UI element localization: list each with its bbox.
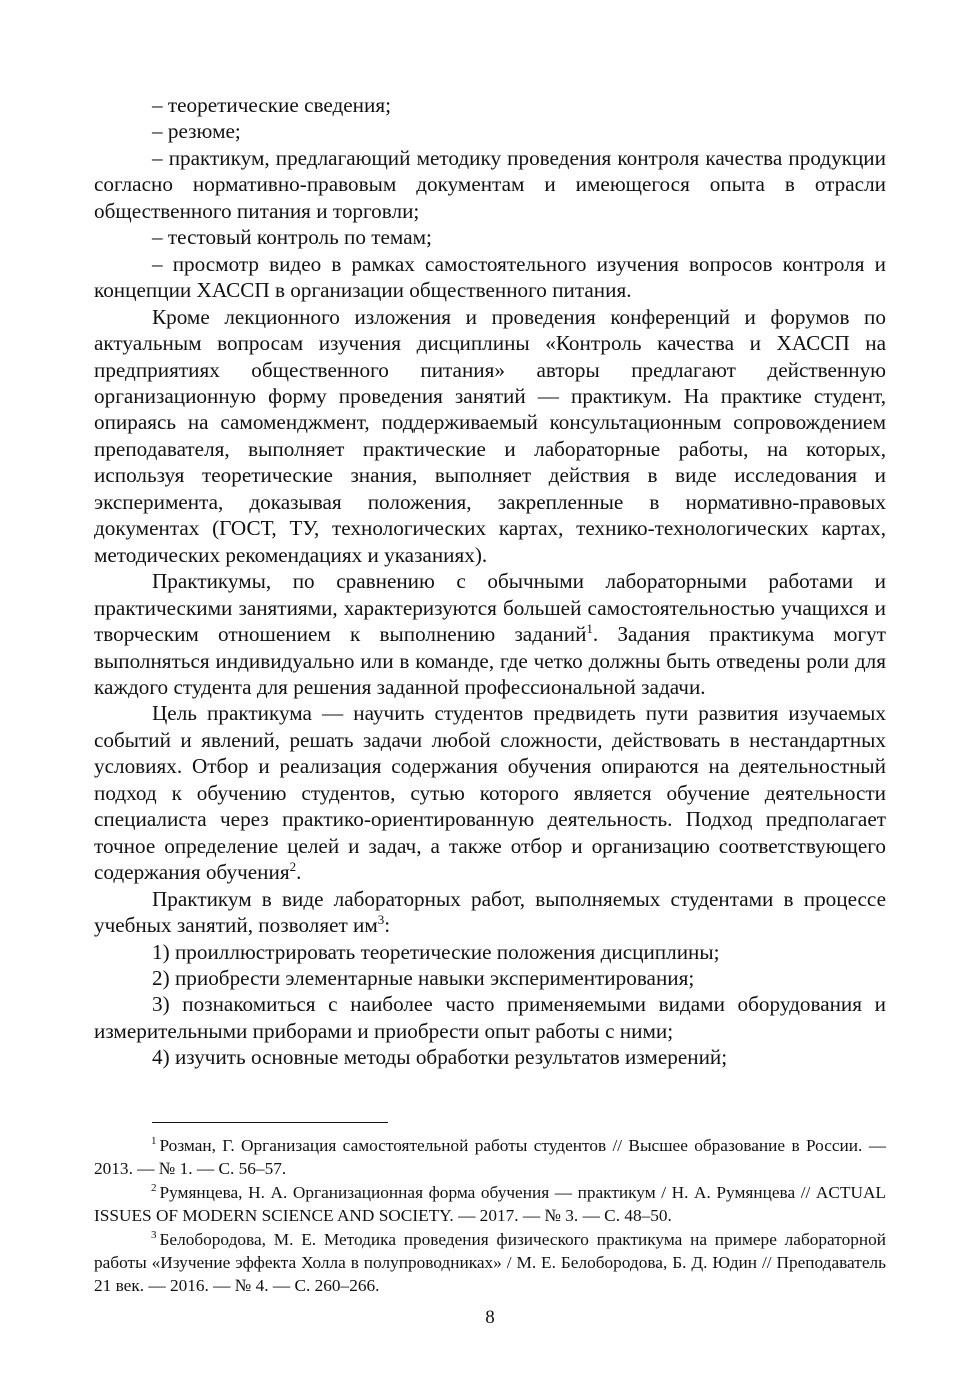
paragraph-lab-text-2: : xyxy=(384,913,391,938)
paragraph-lectures: Кроме лекционного изложения и проведения конференций и форумов по актуальным вопросам изучения дисциплины «Контроль качества и ХАССП на предприятиях общественного питания» авторы предлагают действенную организационную форму проведения занятий — практикум. На практике студент, опираясь на самоменджмент, поддерживаемый консультационным сопровождением преподавателя, выполняет практические и лабораторные работы, на которых, используя теоретические знания, выполняет действия в виде исследования и эксперимента, доказывая положения, закрепленные в нормативно-правовых документах (ГОСТ, ТУ, технологических картах, технико-технологических картах, методических рекомендациях и указаниях). xyxy=(94,304,886,567)
paragraph-practicums-text-2: . Задания практикума могут выполняться индивидуально или в команде, где четко должны быть отведены роли для каждого студента для решения заданной профессиональной задачи. xyxy=(94,622,886,699)
numbered-item-3: 3) познакомиться с наиболее часто применяемыми видами оборудования и измерительными приборами и приобрести опыт работы с ними; xyxy=(94,992,886,1043)
footnote-text-1: Розман, Г. Организация самостоятельной работы студентов // Высшее образование в России. — 2013. — № 1. — С. 56–57. xyxy=(94,1136,886,1179)
page-body xyxy=(94,92,886,1071)
footnote-ref-1: 1 xyxy=(586,621,593,637)
footnote-mark-2: 2 xyxy=(151,1181,157,1194)
footnote-mark-3: 3 xyxy=(151,1228,157,1241)
paragraph-goal xyxy=(94,700,886,885)
footnote-2 xyxy=(94,1181,886,1228)
list-item-practicum: – практикум, предлагающий методику проведения контроля качества продукции согласно нормативно-правовым документам и имеющегося опыта в отрасли общественного питания и торговли; xyxy=(94,145,886,223)
paragraph-lab xyxy=(94,886,886,939)
footnote-ref-2: 2 xyxy=(289,859,297,875)
paragraph-practicums-text-1: Практикумы, по сравнению с обычными лабораторными работами и практическими занятиями, характеризуются большей самостоятельностью учащихся и творческим отношением к выполнению заданий xyxy=(94,569,886,647)
footnote-ref-3: 3 xyxy=(377,912,385,928)
footnotes xyxy=(94,1134,886,1298)
paragraph-goal-text-1: Цель практикума — научить студентов предвидеть пути развития изучаемых событий и явлений, решать задачи любой сложности, действовать в нестандартных условиях. Отбор и реализация содержания обучения опираются на деятельностный подход к обучению студентов, сутью которого является обучение деятельности специалиста через практико-ориентированную деятельность. Подход предполагает точное определение целей и задач, а также отбор и организацию соответствующего содержания обучения xyxy=(94,701,886,885)
numbered-item-2: 2) приобрести элементарные навыки экспериментирования; xyxy=(152,965,695,990)
footnote-mark-1: 1 xyxy=(151,1135,157,1147)
page-number: 8 xyxy=(485,1307,495,1328)
footnote-text-2: Румянцева, Н. А. Организационная форма обучения — практикум / Н. А. Румянцева // ACTUAL ISSUES OF MODERN SCIENCE AND SOCIETY. — 2017. — № 3. — С. 48–50. xyxy=(94,1182,886,1226)
body-text xyxy=(94,92,886,1071)
footnote-1 xyxy=(94,1134,886,1181)
numbered-item-1: 1) проиллюстрировать теоретические положения дисциплины; xyxy=(152,939,720,964)
footnote-text-3: Белобородова, М. Е. Методика проведения физического практикума на примере лабораторной работы «Изучение эффекта Холла в полупроводниках» / М. Е. Белобородова, Б. Д. Юдин // Преподаватель 21 век. — 2016. — № 4. — С. 260–266. xyxy=(94,1229,886,1296)
paragraph-goal-text-2: . xyxy=(296,860,302,885)
footnote-3 xyxy=(94,1228,886,1298)
paragraph-practicums xyxy=(94,568,886,700)
list-item-video: – просмотр видео в рамках самостоятельного изучения вопросов контроля и концепции ХАССП в организации общественного питания. xyxy=(94,251,886,303)
list-item-summary: – резюме; xyxy=(152,119,241,144)
list-item-tests: – тестовый контроль по темам; xyxy=(152,225,432,250)
numbered-item-4: 4) изучить основные методы обработки результатов измерений; xyxy=(152,1045,728,1070)
footnote-separator xyxy=(152,1122,388,1123)
paragraph-lab-text-1: Практикум в виде лабораторных работ, выполняемых студентами в процессе учебных занятий, позволяет им xyxy=(94,886,886,938)
list-item-theory: – теоретические сведения; xyxy=(152,93,391,117)
